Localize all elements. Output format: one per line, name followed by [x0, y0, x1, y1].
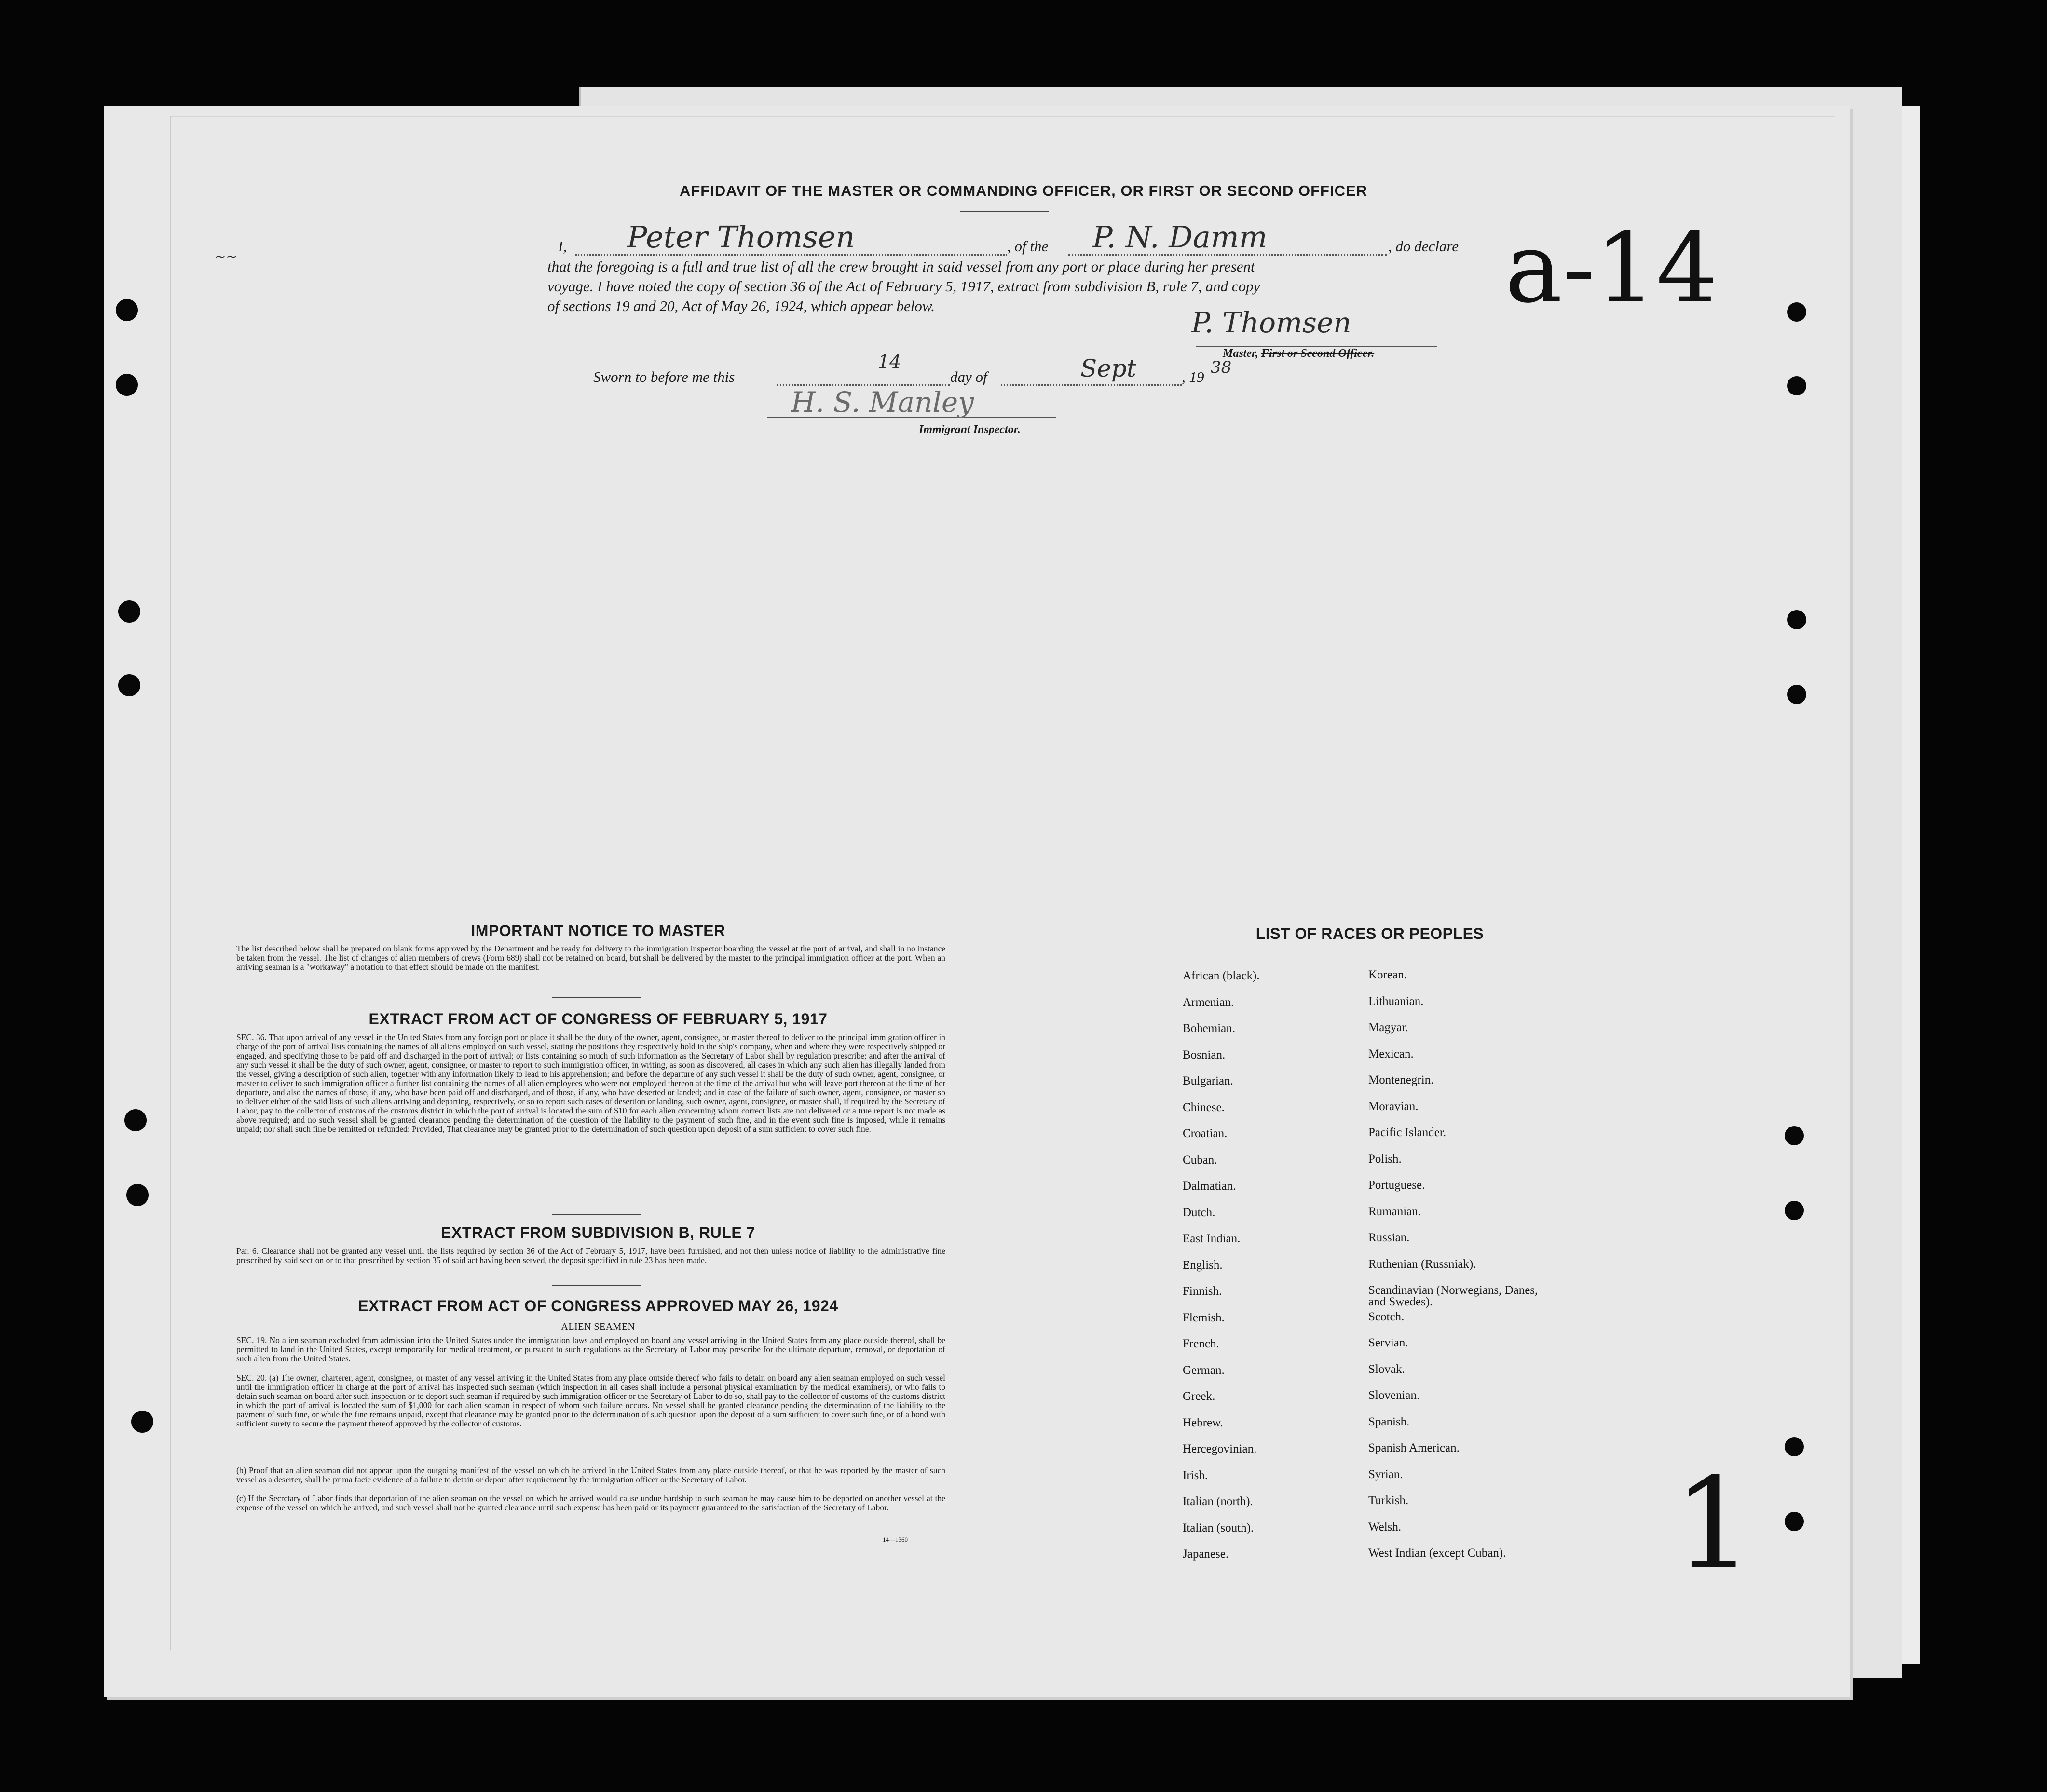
- race-item: Italian (north).: [1183, 1495, 1253, 1508]
- punch-hole: [126, 1184, 149, 1206]
- punch-hole: [1787, 685, 1806, 704]
- extract-1924-title: EXTRACT FROM ACT OF CONGRESS APPROVED MAY 26, 1924: [358, 1297, 838, 1315]
- sec20b-text: (b) Proof that an alien seaman did not appear upon the outgoing manifest of the vessel on which he arrived in the United States from any place outside thereof, or that he was reported by the master of such vessel as a deserter, shall be prima facie evidence of a failure to detain or deport after requirement by the immigration officer or the Secretary of Labor.: [236, 1466, 945, 1484]
- races-row: [1183, 1180, 1569, 1206]
- races-row: [1183, 1390, 1569, 1416]
- sec20a-text: SEC. 20. (a) The owner, charterer, agent, consignee, or master of any vessel arriving in the United States from any place outside thereof who fails to detain on board any alien seaman employed on such vessel until the immigration officer in charge at the port of arrival has inspected such seaman (which inspection in all cases shall include a personal physical examination by the medical examiners), or who fails to detain such seaman on board after such inspection or to deport such seaman if required by such immigration officer or the Secretary of Labor to do so, shall pay to the collector of customs of the customs district in which the port of arrival is located the sum of $1,000 for each alien seaman in respect of whom such failure occurs. No vessel shall be granted clearance pending the determination of the liability to the payment of such fine, or while the fine remains unpaid, except that clearance may be granted prior to the determination of such question upon the deposit of a sum sufficient to cover such fine, or of a bond with sufficient surety to secure the payment thereof approved by the collector of customs.: [236, 1373, 945, 1428]
- race-item: Russian.: [1368, 1231, 1410, 1244]
- punch-hole: [131, 1411, 153, 1433]
- marginal-mark: ~~: [215, 248, 237, 264]
- inspector-signature: H. S. Manley: [791, 386, 974, 419]
- affidavit-do-declare: , do declare: [1388, 238, 1459, 255]
- races-row: [1183, 1548, 1569, 1574]
- races-row: [1183, 1127, 1569, 1154]
- race-item: Bohemian.: [1183, 1022, 1236, 1035]
- master-name: Peter Thomsen: [627, 219, 855, 255]
- race-item: Croatian.: [1183, 1127, 1228, 1140]
- notice-text: The list described below shall be prepared on blank forms approved by the Department and be ready for delivery to the immigration inspector boarding the vessel at the port of arrival, and shall in no instance be taken from the vessel. The list of changes of alien members of crews (Form 689) shall not be retained on board, but shall be delivered by the master to the principal immigration officer at the port. When an arriving seaman is a "workaway" a notation to that effect should be made on the manifest.: [236, 944, 945, 972]
- signer-title: [1223, 347, 1374, 360]
- punch-hole: [118, 600, 140, 623]
- race-item: West Indian (except Cuban).: [1368, 1547, 1506, 1560]
- races-row: [1183, 969, 1569, 996]
- races-row: [1183, 1154, 1569, 1180]
- races-row: [1183, 1442, 1569, 1469]
- race-item: English.: [1183, 1258, 1223, 1272]
- sworn-year-prefix: , 19: [1182, 368, 1204, 385]
- race-item: French.: [1183, 1337, 1219, 1350]
- affidavit-of-the: , of the: [1007, 238, 1049, 255]
- affidavit-text-line: of sections 19 and 20, Act of May 26, 1924, which appear below.: [547, 298, 935, 314]
- sheet-number: a-14: [1505, 212, 1718, 325]
- race-item: Japanese.: [1183, 1548, 1229, 1561]
- race-item: African (black).: [1183, 969, 1260, 982]
- race-item: Korean.: [1368, 968, 1407, 981]
- sec20c-text: (c) If the Secretary of Labor finds that deportation of the alien seaman on the vessel on which he arrived would cause undue hardship to such seaman he may cause him to be deported on another vessel at the expense of the vessel on which he arrived, and such vessel shall not be granted clearance until such expense has been paid or its payment guaranteed to the satisfaction of the Secretary of Labor.: [236, 1493, 945, 1512]
- races-list: [1183, 969, 1569, 1574]
- punch-hole: [1787, 302, 1806, 322]
- race-item: Greek.: [1183, 1390, 1215, 1403]
- punch-hole: [1785, 1126, 1804, 1145]
- races-row: [1183, 996, 1569, 1022]
- master-signature: P. Thomsen: [1191, 306, 1351, 339]
- notice-title: IMPORTANT NOTICE TO MASTER: [471, 922, 725, 939]
- affidavit-title: AFFIDAVIT OF THE MASTER OR COMMANDING OFFICER, OR FIRST OR SECOND OFFICER: [679, 182, 1368, 199]
- extract-1917-title: EXTRACT FROM ACT OF CONGRESS OF FEBRUARY 5, 1917: [368, 1010, 828, 1028]
- punch-hole: [1785, 1512, 1804, 1531]
- races-row: [1183, 1101, 1569, 1127]
- races-row: [1183, 1022, 1569, 1048]
- races-row: [1183, 1074, 1569, 1101]
- races-row: [1183, 1364, 1569, 1390]
- races-title: LIST OF RACES OR PEOPLES: [1255, 925, 1484, 942]
- race-item: Scotch.: [1368, 1310, 1405, 1323]
- sworn-day-of: day of: [950, 368, 987, 385]
- vessel-name: P. N. Damm: [1092, 219, 1268, 255]
- punch-hole: [116, 374, 138, 396]
- races-row: [1183, 1048, 1569, 1075]
- sworn-day: 14: [878, 351, 901, 372]
- races-row: [1183, 1206, 1569, 1233]
- punch-hole: [116, 299, 138, 321]
- races-row: [1183, 1259, 1569, 1285]
- race-item: Chinese.: [1183, 1100, 1225, 1114]
- sworn-prefix: Sworn to before me this: [593, 368, 735, 385]
- race-item: Hebrew.: [1183, 1416, 1223, 1429]
- race-item: Montenegrin.: [1368, 1073, 1434, 1086]
- races-row: [1183, 1469, 1569, 1495]
- race-item: Lithuanian.: [1368, 994, 1424, 1008]
- race-item: Finnish.: [1183, 1285, 1222, 1298]
- races-row: [1183, 1521, 1569, 1548]
- race-item: Slovenian.: [1368, 1389, 1420, 1402]
- inspector-title: Immigrant Inspector.: [919, 423, 1021, 436]
- race-item: Turkish.: [1368, 1494, 1409, 1507]
- punch-hole: [1787, 376, 1806, 395]
- race-item: East Indian.: [1183, 1232, 1241, 1245]
- signer-title-master: Master,: [1223, 347, 1259, 360]
- race-item: Rumanian.: [1368, 1205, 1421, 1218]
- races-row: [1183, 1337, 1569, 1364]
- signer-title-struck: First or Second Officer.: [1261, 347, 1375, 360]
- rule7-title: EXTRACT FROM SUBDIVISION B, RULE 7: [441, 1224, 755, 1241]
- race-item: Syrian.: [1368, 1467, 1403, 1481]
- affidavit-text-line: that the foregoing is a full and true list of all the crew brought in said vessel from any port or place during her present: [547, 258, 1255, 275]
- races-row: [1183, 1285, 1569, 1311]
- race-item: Dutch.: [1183, 1206, 1215, 1219]
- race-item: Armenian.: [1183, 995, 1234, 1009]
- affidavit-text-line: voyage. I have noted the copy of section 36 of the Act of February 5, 1917, extract from subdivision B, rule 7, and copy: [547, 278, 1260, 295]
- rule7-text: Par. 6. Clearance shall not be granted any vessel until the lists required by section 36 of the Act of February 5, 1917, have been furnished, and not then unless notice of liability to the administrative fine prescribed by said section or to that prescribed by section 35 of said act having been served, the deposit specified in rule 23 has been made.: [236, 1246, 945, 1265]
- race-item: Moravian.: [1368, 1100, 1419, 1113]
- race-item: Spanish.: [1368, 1415, 1410, 1428]
- section-divider: [552, 997, 641, 998]
- punch-hole: [118, 674, 140, 696]
- sec19-text: SEC. 19. No alien seaman excluded from admission into the United States under the immigration laws and employed on board any vessel arriving in the United States from any place outside thereof, shall be permitted to land in the United States, except temporarily for medical treatment, or pursuant to such regulations as the Secretary of Labor may prescribe for the ultimate departure, removal, or deportation of such alien from the United States.: [236, 1335, 945, 1363]
- section-divider: [552, 1214, 641, 1215]
- sworn-month: Sept: [1080, 354, 1136, 382]
- races-row: [1183, 1311, 1569, 1338]
- race-item: German.: [1183, 1363, 1225, 1377]
- race-item: Pacific Islander.: [1368, 1126, 1447, 1139]
- race-item: Servian.: [1368, 1336, 1408, 1349]
- race-item: Cuban.: [1183, 1153, 1217, 1167]
- race-item: Ruthenian (Russniak).: [1368, 1257, 1476, 1271]
- page-mark: 1: [1674, 1452, 1754, 1597]
- race-item: Dalmatian.: [1183, 1180, 1236, 1193]
- form-number: 14—1360: [883, 1536, 908, 1543]
- race-item: Mexican.: [1368, 1047, 1414, 1060]
- race-item: Portuguese.: [1368, 1179, 1425, 1192]
- race-item: Bulgarian.: [1183, 1074, 1233, 1087]
- races-row: [1183, 1495, 1569, 1521]
- race-item: Italian (south).: [1183, 1521, 1254, 1534]
- affidavit-i: I,: [558, 238, 567, 255]
- punch-hole: [1785, 1437, 1804, 1456]
- race-item: Spanish American.: [1368, 1441, 1460, 1454]
- race-item: Polish.: [1368, 1152, 1402, 1166]
- section-divider: [552, 1285, 641, 1286]
- punch-hole: [124, 1109, 147, 1131]
- sworn-year: 38: [1211, 358, 1232, 377]
- alien-seamen-subtitle: ALIEN SEAMEN: [561, 1321, 635, 1332]
- race-item: Irish.: [1183, 1468, 1208, 1482]
- race-item: Bosnian.: [1183, 1048, 1226, 1061]
- race-item: Scandinavian (Norwegians, Danes, and Swedes).: [1368, 1284, 1538, 1308]
- extract-1917-text: SEC. 36. That upon arrival of any vessel in the United States from any foreign port or place it shall be the duty of the owner, agent, consignee, or master thereof to deliver to the principal immigration officer in charge of the port of arrival lists containing the names of all aliens employed on such vessel, stating the positions they respectively hold in the ship's company, when and where they were respectively shipped or engaged, and specifying those to be paid off and discharged in the port of arrival; or lists containing so much of such information as the Secretary of Labor shall by regulation prescribe; and after the arrival of any such vessel it shall be the duty of such owner, agent, consignee, or master to report to such immigration officer, in writing, as soon as discovered, all cases in which any such alien has illegally landed from the vessel, giving a description of such alien, together with any information likely to lead to his apprehension; and before the departure of any such vessel it shall be the duty of such owner, agent, consignee, or master to deliver to such immigration officer a further list containing the names of all alien employees who were not employed thereon at the time of the arrival but who will leave port thereon at the time of her departure, and also the names of those, if any, who have been paid off and discharged, and of those, if any, who have deserted or landed; and in case of the failure of such owner, agent, consignee, or master so to deliver either of the said lists of such aliens arriving and departing, respectively, or so to report such cases of desertion or landing, such owner, agent, consignee, or master shall, if required by the Secretary of Labor, pay to the collector of customs of the customs district in which the port of arrival is located the sum of $10 for each alien concerning whom correct lists are not delivered or a true report is not made as above required; and no such vessel shall be granted clearance pending the determination of the question of the liability to the payment of such fine, and in the event such fine is imposed, while it remains unpaid; nor shall such fine be remitted or refunded: Provided, That clearance may be granted prior to the determination of such question upon deposit of a sum sufficient to cover such fine.: [236, 1032, 945, 1134]
- title-divider: [960, 211, 1049, 212]
- race-item: Flemish.: [1183, 1311, 1225, 1324]
- punch-hole: [1787, 610, 1806, 629]
- race-item: Slovak.: [1368, 1362, 1405, 1376]
- punch-hole: [1785, 1201, 1804, 1220]
- race-item: Magyar.: [1368, 1021, 1408, 1034]
- races-row: [1183, 1416, 1569, 1443]
- race-item: Welsh.: [1368, 1520, 1402, 1534]
- races-row: [1183, 1232, 1569, 1259]
- race-item: Hercegovinian.: [1183, 1442, 1257, 1455]
- sworn-month-line: [1001, 384, 1182, 386]
